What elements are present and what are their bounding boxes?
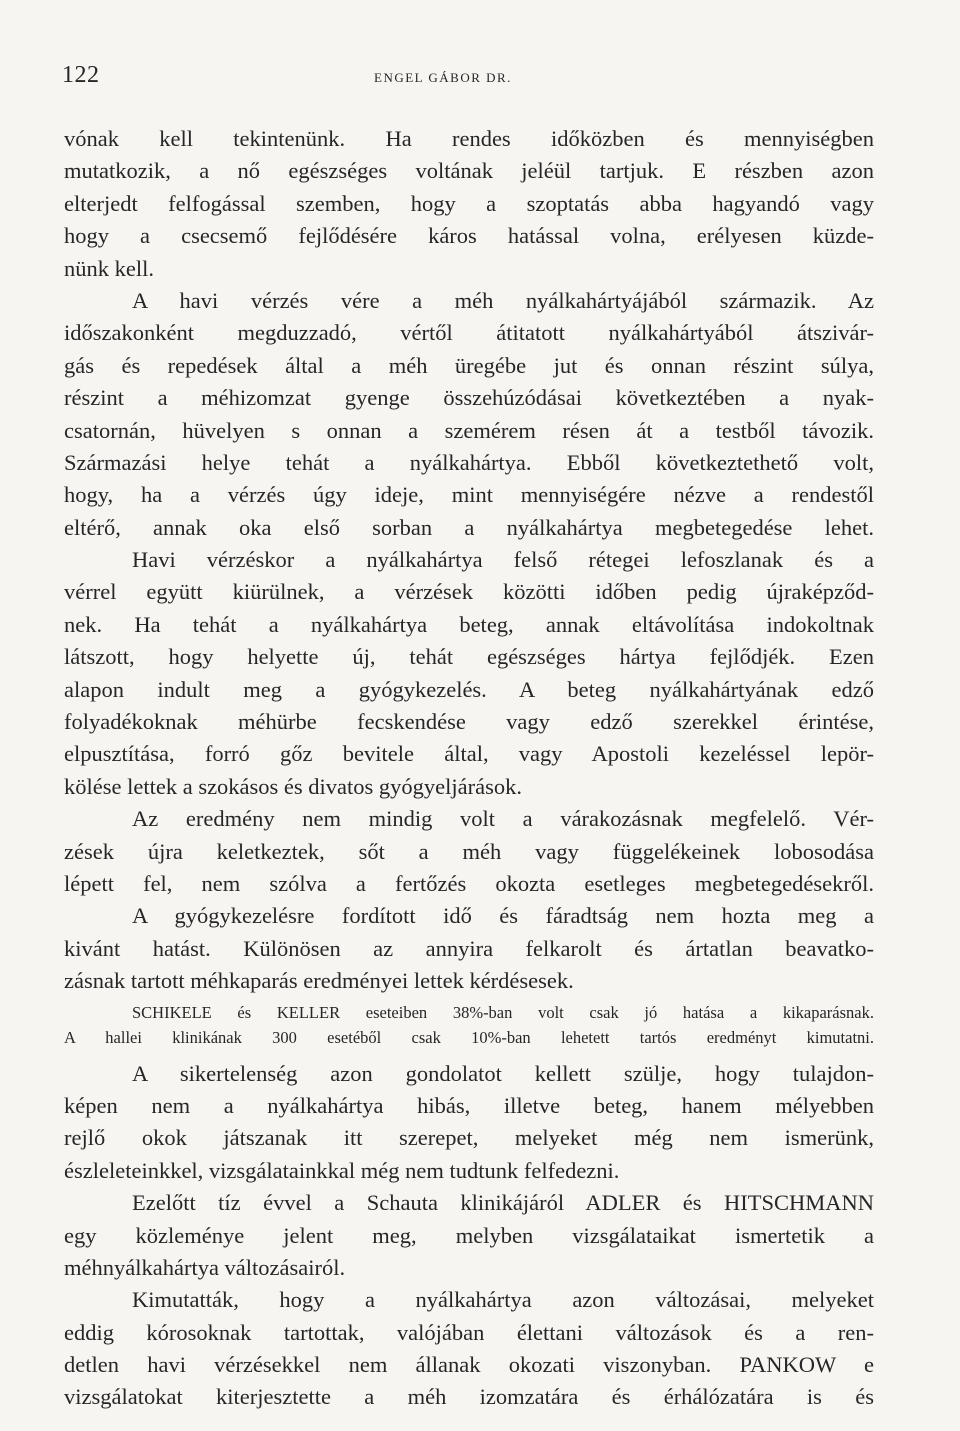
text-line: zések újra keletkeztek, sőt a méh vagy függelékeinek lobosodása xyxy=(64,838,874,864)
text-line: folyadékoknak méhürbe fecskendése vagy edző szerekkel érintése, xyxy=(64,709,874,735)
text-line: Az eredmény nem mindig volt a várakozásnak megfelelő. Vér- xyxy=(132,806,874,832)
text-line: Havi vérzéskor a nyálkahártya felső rétegei lefoszlanak és a xyxy=(132,547,874,573)
text-line: képen nem a nyálkahártya hibás, illetve beteg, hanem mélyebben xyxy=(64,1092,874,1118)
footnote-line: SCHIKELE és KELLER eseteiben 38%-ban volt csak jó hatása a kikaparásnak. xyxy=(132,1002,874,1022)
text-line: időszakonként megduzzadó, vértől átitatott nyálkahártyából átszivár- xyxy=(64,320,874,346)
body-text xyxy=(64,123,874,1414)
text-line: alapon indult meg a gyógykezelés. A beteg nyálkahártyának edző xyxy=(64,676,874,702)
text-line: észleleteinkkel, vizsgálatainkkal még nem tudtunk felfedezni. xyxy=(64,1157,620,1183)
text-line: egy közleménye jelent meg, melyben vizsgálataikat ismertetik a xyxy=(64,1222,874,1248)
text-line: vérrel együtt kiürülnek, a vérzések közötti időben pedig újraképződ- xyxy=(64,579,874,605)
text-line: csatornán, hüvelyen s onnan a szemérem résen át a testből távozik. xyxy=(64,417,874,443)
footnote-block xyxy=(64,1000,874,1050)
text-line: nek. Ha tehát a nyálkahártya beteg, annak eltávolítása indokoltnak xyxy=(64,611,874,637)
text-line: kivánt hatást. Különösen az annyira felkarolt és ártatlan beavatko- xyxy=(64,935,874,961)
text-line: A sikertelenség azon gondolatot kellett szülje, hogy tulajdon- xyxy=(132,1060,874,1086)
text-line: kölése lettek a szokásos és divatos gyógyeljárások. xyxy=(64,773,523,799)
page-header xyxy=(62,62,882,92)
text-line: eddig kórosoknak tartottak, valójában élettani változások és a ren- xyxy=(64,1319,874,1345)
text-line: részint a méhizomzat gyenge összehúzódásai következtében a nyak- xyxy=(64,385,874,411)
text-line: hogy a csecsemő fejlődésére káros hatással volna, erélyesen küzde- xyxy=(64,223,874,249)
text-line: elpusztítása, forró gőz bevitele által, vagy Apostoli kezeléssel lepör- xyxy=(64,741,874,767)
text-line: Származási helye tehát a nyálkahártya. Ebből következtethető volt, xyxy=(64,449,874,475)
text-line: Ezelőtt tíz évvel a Schauta klinikájáról ADLER és HITSCHMANN xyxy=(132,1190,874,1216)
text-line: látszott, hogy helyette új, tehát egészséges hártya fejlődjék. Ezen xyxy=(64,644,874,670)
text-line: detlen havi vérzésekkel nem állanak okozati viszonyban. PANKOW e xyxy=(64,1352,874,1378)
text-line: lépett fel, nem szólva a fertőzés okozta esetleges megbetegedésekről. xyxy=(64,870,874,896)
text-line: Kimutatták, hogy a nyálkahártya azon változásai, melyeket xyxy=(132,1287,874,1313)
text-line: vónak kell tekintenünk. Ha rendes időközben és mennyiségben xyxy=(64,126,874,151)
text-line: zásnak tartott méhkaparás eredményei lettek kérdésesek. xyxy=(64,968,574,994)
body-text-continued xyxy=(64,1058,874,1414)
text-line: rejlő okok játszanak itt szerepet, melyeket még nem ismerünk, xyxy=(64,1125,874,1151)
text-line: nünk kell. xyxy=(64,255,154,281)
text-line: elterjedt felfogással szemben, hogy a szoptatás abba hagyandó vagy xyxy=(64,190,874,216)
text-line: A havi vérzés vére a méh nyálkahártyájából származik. Az xyxy=(132,287,874,313)
text-line: méhnyálkahártya változásairól. xyxy=(64,1254,346,1280)
text-line: vizsgálatokat kiterjesztette a méh izomzatára és érhálózatára is és xyxy=(64,1384,874,1410)
text-line: A gyógykezelésre fordított idő és fáradtság nem hozta meg a xyxy=(132,903,874,929)
text-line: gás és repedések által a méh üregébe jut és onnan részint súlya, xyxy=(64,352,874,378)
text-line: eltérő, annak oka első sorban a nyálkahártya megbetegedése lehet. xyxy=(64,514,874,540)
running-head: ENGEL GÁBOR DR. xyxy=(374,70,512,85)
text-line: mutatkozik, a nő egészséges voltának jeléül tartjuk. E részben azon xyxy=(64,158,874,184)
footnote-line: A hallei klinikának 300 esetéből csak 10%-ban lehetett tartós eredményt kimutatni. xyxy=(64,1027,874,1047)
text-line: hogy, ha a vérzés úgy ideje, mint mennyiségére nézve a rendestől xyxy=(64,482,874,508)
page-number: 122 xyxy=(62,62,100,88)
